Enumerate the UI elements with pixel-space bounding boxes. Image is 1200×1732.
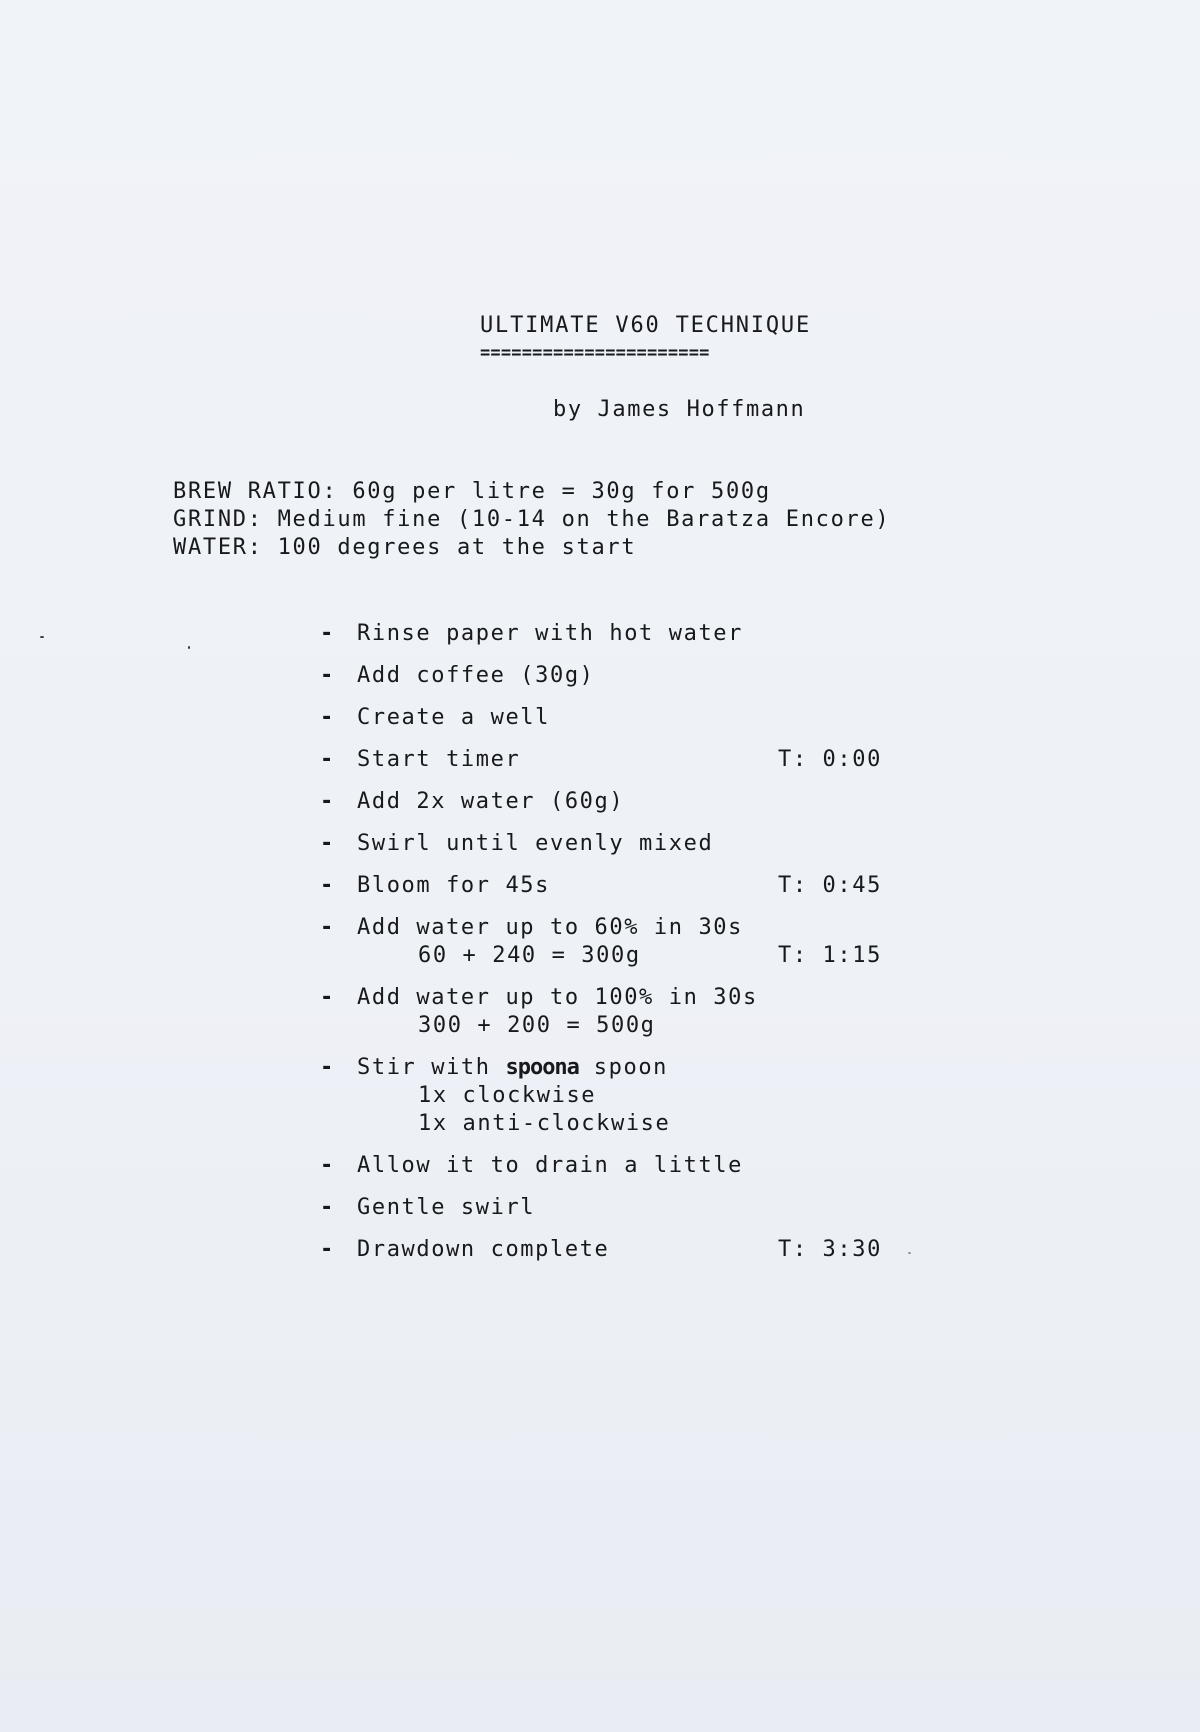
bullet-dash: -	[320, 985, 334, 1010]
step-subline: 60 + 240 = 300g	[418, 943, 641, 968]
step-text: Add water up to 100% in 30s	[357, 985, 758, 1010]
water-temperature: WATER: 100 degrees at the start	[173, 535, 637, 560]
grind-setting: GRIND: Medium fine (10-14 on the Baratza Encore)	[173, 507, 891, 532]
bullet-dash: -	[320, 789, 334, 814]
document-title: ULTIMATE V60 TECHNIQUE	[480, 313, 811, 338]
bullet-dash: -	[320, 915, 334, 940]
step-subline: 1x anti-clockwise	[418, 1111, 671, 1136]
bullet-dash: -	[320, 1195, 334, 1220]
step-text	[357, 1054, 668, 1082]
timestamp-start: T: 0:00	[778, 747, 882, 772]
bullet-dash: -	[320, 663, 334, 688]
step-text: Add water up to 60% in 30s	[357, 915, 743, 940]
step-text: Drawdown complete	[357, 1237, 610, 1262]
brew-ratio: BREW RATIO: 60g per litre = 30g for 500g	[173, 479, 771, 504]
timestamp-water-60: T: 1:15	[778, 943, 882, 968]
step-text-before: Stir with	[357, 1055, 506, 1080]
step-text: Start timer	[357, 747, 521, 772]
timestamp-drawdown: T: 3:30	[778, 1237, 882, 1262]
step-text: Bloom for 45s	[357, 873, 550, 898]
bullet-dash: -	[320, 831, 334, 856]
bullet-dash: -	[320, 705, 334, 730]
bullet-dash: -	[320, 747, 334, 772]
struck-out-word: spoona	[505, 1055, 579, 1080]
bullet-dash: -	[320, 1055, 334, 1080]
paper-speck	[908, 1252, 911, 1254]
byline: by James Hoffmann	[553, 397, 806, 422]
paper-speck	[40, 636, 44, 638]
timestamp-bloom: T: 0:45	[778, 873, 882, 898]
step-text: Rinse paper with hot water	[357, 621, 743, 646]
step-subline: 300 + 200 = 500g	[418, 1013, 656, 1038]
step-text: Swirl until evenly mixed	[357, 831, 714, 856]
step-text: Create a well	[357, 705, 550, 730]
step-subline: 1x clockwise	[418, 1083, 597, 1108]
bullet-dash: -	[320, 873, 334, 898]
step-text: Allow it to drain a little	[357, 1153, 743, 1178]
title-underline: ======================	[480, 343, 710, 363]
bullet-dash: -	[320, 1237, 334, 1262]
paper-speck	[188, 646, 190, 649]
step-text: Gentle swirl	[357, 1195, 536, 1220]
step-text-after: spoon	[578, 1055, 669, 1080]
bullet-dash: -	[320, 621, 334, 646]
step-text: Add coffee (30g)	[357, 663, 595, 688]
step-text: Add 2x water (60g)	[357, 789, 625, 814]
bullet-dash: -	[320, 1153, 334, 1178]
